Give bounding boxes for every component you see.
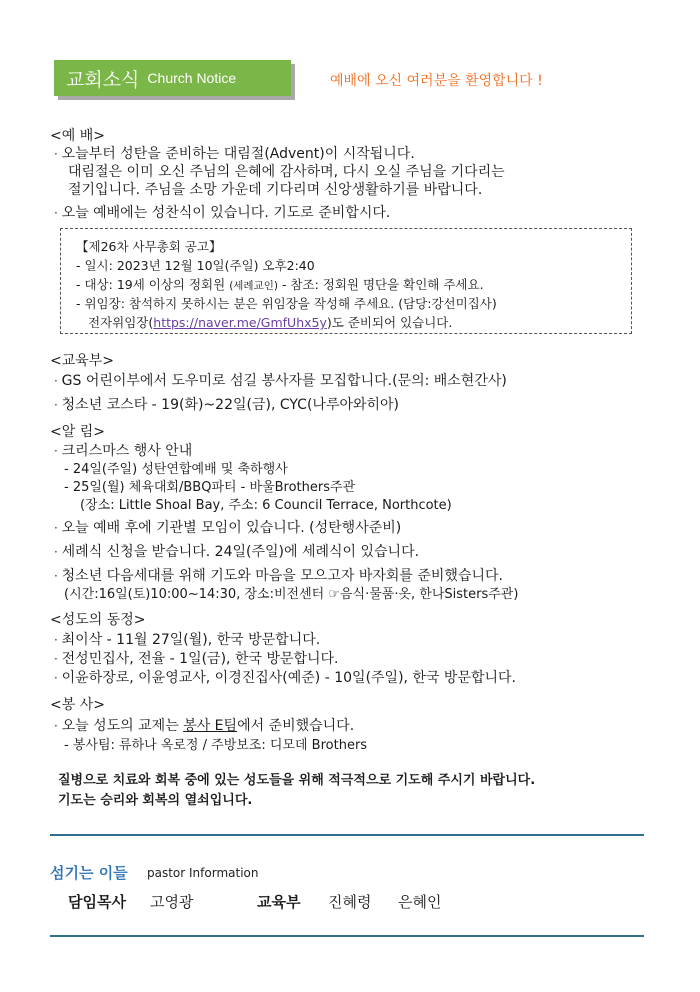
announcement-xmas-1: - 24일(주일) 성탄연합예배 및 축하행사 — [64, 462, 288, 477]
bullet-icon: · — [54, 633, 62, 647]
education-item-1 — [54, 370, 507, 390]
staff-subtitle: pastor Information — [147, 866, 259, 880]
notice-target-text: - 대상: 19세 이상의 정회원 — [76, 277, 226, 292]
service-heading: <봉 사> — [50, 697, 105, 713]
education-line: 청소년 코스타 - 19(화)~22일(금), CYC(나루아와히아) — [61, 397, 400, 413]
divider-top — [50, 834, 644, 836]
banner-title-korean: 교회소식 — [66, 68, 140, 91]
worship-line-2: 대림절은 이미 오신 주님의 은혜에 감사하며, 다시 오실 주님을 기다리는 — [68, 164, 505, 180]
members-item-2 — [54, 648, 339, 668]
announcement-line: 세례식 신청을 받습니다. 24일(주일)에 세례식이 있습니다. — [61, 544, 420, 560]
announcement-item-2 — [54, 517, 401, 537]
eproxy-text: 전자위임장( — [88, 315, 154, 330]
worship-line-3: 절기입니다. 주님을 소망 가운데 기다리며 신앙생활하기를 바랍니다. — [68, 182, 483, 198]
worship-item-1 — [54, 143, 415, 163]
members-heading: <성도의 동정> — [50, 612, 146, 628]
worship-item-2 — [54, 202, 390, 222]
education-item-2 — [54, 394, 399, 414]
worship-line: 오늘 예배에는 성찬식이 있습니다. 기도로 준비합시다. — [61, 205, 391, 221]
bullet-icon: · — [54, 444, 62, 458]
education-staff-2: 은혜인 — [398, 893, 442, 911]
welcome-message: 예배에 오신 여러분을 환영합니다 ! — [330, 73, 543, 89]
bullet-icon: · — [54, 206, 62, 220]
service-text-end: 에서 준비했습니다. — [237, 718, 355, 734]
divider-bottom — [50, 935, 644, 937]
bullet-icon: · — [54, 545, 62, 559]
announcement-xmas-3: (장소: Little Shoal Bay, 주소: 6 Council Terrace, Northcote) — [80, 498, 452, 513]
announcement-xmas-2: - 25일(월) 체육대회/BBQ파티 - 바울Brothers주관 — [64, 480, 356, 495]
notice-reference: - 참조: 정회원 명단을 확인해 주세요. — [281, 277, 484, 292]
bullet-icon: · — [54, 671, 62, 685]
church-notice-banner — [54, 60, 291, 96]
announcement-item-3 — [54, 541, 419, 561]
announcement-line: 청소년 다음세대를 위해 기도와 마음을 모으고자 바자회를 준비했습니다. — [61, 568, 503, 584]
education-line: GS 어린이부에서 도우미로 섬길 봉사자를 모집합니다.(문의: 배소현간사) — [61, 373, 507, 389]
members-item-1 — [54, 629, 320, 649]
notice-proxy: - 위임장: 참석하지 못하시는 분은 위임장을 작성해 주세요. (담당:강선미집사) — [76, 296, 497, 311]
notice-title: 【제26차 사무총회 공고】 — [76, 239, 222, 254]
bullet-icon: · — [54, 719, 62, 733]
worship-heading: <예 배> — [50, 128, 105, 144]
announcements-heading: <알 림> — [50, 424, 105, 440]
banner-title-english: Church Notice — [147, 70, 237, 86]
prayer-request: 질병으로 치료와 회복 중에 있는 성도들을 위해 적극적으로 기도해 주시기 바랍니다. — [58, 773, 536, 788]
eproxy-text-end: )도 준비되어 있습니다. — [326, 315, 453, 330]
announcement-xmas — [54, 440, 192, 460]
announcement-item-4 — [54, 565, 503, 585]
members-line: 최이삭 - 11월 27일(월), 한국 방문합니다. — [61, 632, 321, 648]
pastor-label: 담임목사 — [68, 893, 126, 911]
notice-date: - 일시: 2023년 12월 10일(주일) 오후2:40 — [76, 258, 315, 273]
bullet-icon: · — [54, 521, 62, 535]
members-item-3 — [54, 667, 516, 687]
announcement-line: 크리스마스 행사 안내 — [61, 443, 193, 459]
pastor-name: 고영광 — [150, 893, 194, 911]
notice-target — [76, 275, 484, 293]
education-heading: <교육부> — [50, 353, 115, 369]
service-item-2: - 봉사팀: 류하나 옥로정 / 주방보조: 디모데 Brothers — [64, 738, 368, 753]
notice-eproxy — [88, 313, 452, 331]
announcement-line: 오늘 예배 후에 기관별 모임이 있습니다. (성탄행사준비) — [61, 520, 402, 536]
bullet-icon: · — [54, 569, 62, 583]
announcement-item-4-detail: (시간:16일(토)10:00~14:30, 장소:비전센터 ☞음식·물품·옷, 한나Sisters주관) — [64, 587, 519, 602]
staff-title: 섬기는 이들 — [50, 864, 128, 882]
service-item-1 — [54, 715, 354, 735]
service-text: 오늘 성도의 교제는 — [61, 718, 184, 734]
members-line: 전성민집사, 전율 - 1일(금), 한국 방문합니다. — [61, 651, 339, 667]
education-label: 교육부 — [257, 893, 301, 911]
bullet-icon: · — [54, 147, 62, 161]
notice-target-note: (세례교인) — [229, 280, 278, 292]
eproxy-link[interactable]: https://naver.me/GmfUhx5y — [153, 315, 327, 330]
bullet-icon: · — [54, 398, 62, 412]
service-team: 봉사 E팀 — [183, 718, 238, 734]
bullet-icon: · — [54, 374, 62, 388]
prayer-motto: 기도는 승리와 회복의 열쇠입니다. — [58, 793, 253, 808]
members-line: 이윤하장로, 이윤영교사, 이경진집사(예준) - 10일(주일), 한국 방문합니다. — [61, 670, 517, 686]
bullet-icon: · — [54, 652, 62, 666]
education-staff-1: 진혜령 — [328, 893, 372, 911]
worship-line: 오늘부터 성탄을 준비하는 대림절(Advent)이 시작됩니다. — [61, 146, 415, 162]
